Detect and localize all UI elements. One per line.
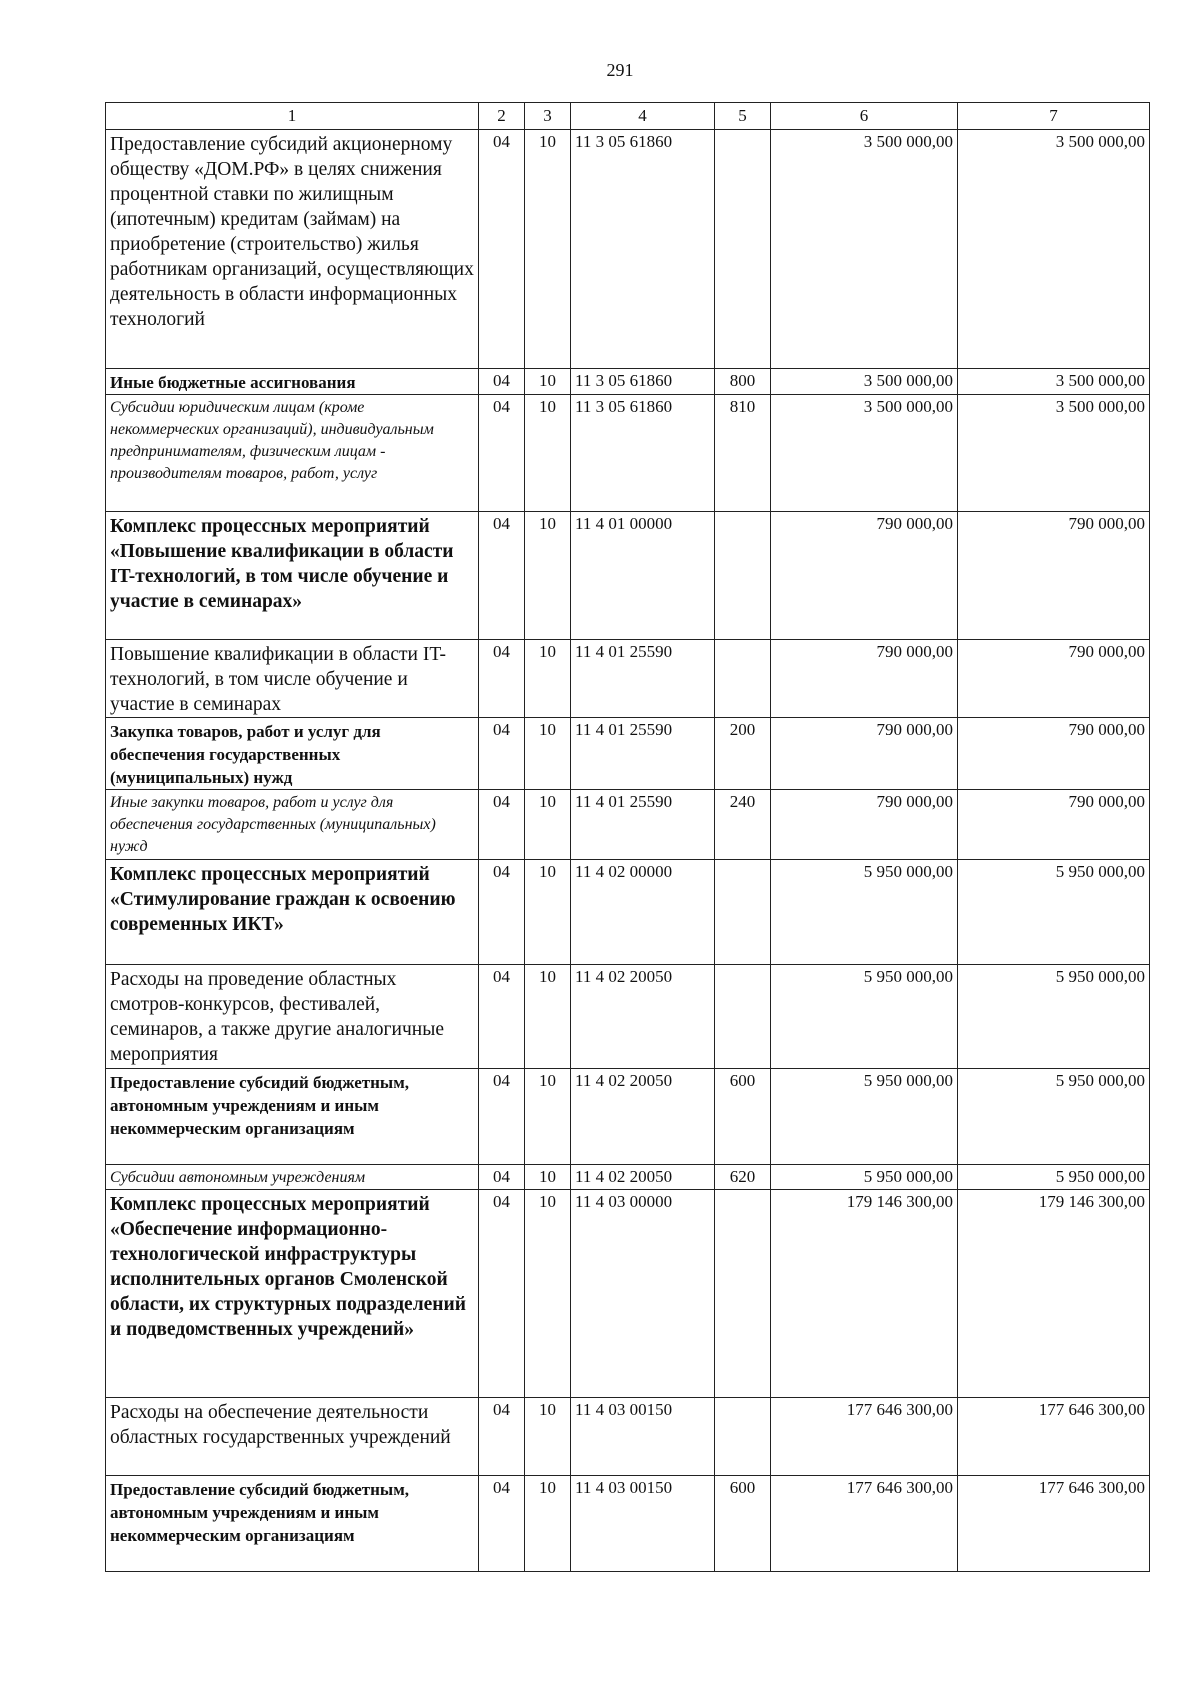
row-subsection-code: 10: [525, 1165, 571, 1190]
column-header: 1: [106, 103, 479, 130]
table-row: [106, 860, 1150, 965]
row-amount-year-1: 177 646 300,00: [771, 1476, 958, 1572]
row-name: Повышение квалификации в области IT-технологий, в том числе обучение и участие в семинарах: [106, 640, 479, 718]
table-row: [106, 1069, 1150, 1165]
row-target-article: 11 4 01 25590: [571, 640, 715, 718]
table-row: [106, 369, 1150, 395]
column-header: 7: [958, 103, 1150, 130]
row-name: Предоставление субсидий бюджетным, автономным учреждениям и иным некоммерческим организациям: [106, 1069, 479, 1165]
row-amount-year-1: 5 950 000,00: [771, 1165, 958, 1190]
row-section-code: 04: [479, 965, 525, 1069]
row-expense-type: 620: [715, 1165, 771, 1190]
column-header: 5: [715, 103, 771, 130]
row-expense-type: 200: [715, 718, 771, 790]
row-section-code: 04: [479, 395, 525, 512]
row-amount-year-1: 177 646 300,00: [771, 1398, 958, 1476]
row-amount-year-1: 179 146 300,00: [771, 1190, 958, 1398]
row-amount-year-1: 790 000,00: [771, 790, 958, 860]
row-name: Субсидии юридическим лицам (кроме некоммерческих организаций), индивидуальным предпринимателям, физическим лицам - производителям товаров, работ, услуг: [106, 395, 479, 512]
row-amount-year-1: 5 950 000,00: [771, 1069, 958, 1165]
row-amount-year-2: 790 000,00: [958, 790, 1150, 860]
row-target-article: 11 3 05 61860: [571, 130, 715, 369]
row-subsection-code: 10: [525, 1476, 571, 1572]
row-target-article: 11 4 03 00000: [571, 1190, 715, 1398]
budget-table: [105, 102, 1150, 1572]
row-subsection-code: 10: [525, 130, 571, 369]
row-subsection-code: 10: [525, 512, 571, 640]
row-section-code: 04: [479, 1398, 525, 1476]
row-amount-year-2: 3 500 000,00: [958, 395, 1150, 512]
table-row: [106, 1165, 1150, 1190]
row-amount-year-1: 5 950 000,00: [771, 965, 958, 1069]
row-name: Предоставление субсидий бюджетным, автономным учреждениям и иным некоммерческим организациям: [106, 1476, 479, 1572]
row-subsection-code: 10: [525, 1190, 571, 1398]
row-expense-type: [715, 860, 771, 965]
page-number: 291: [606, 60, 634, 80]
row-name: Субсидии автономным учреждениям: [106, 1165, 479, 1190]
row-name: Иные бюджетные ассигнования: [106, 369, 479, 395]
row-amount-year-2: 790 000,00: [958, 718, 1150, 790]
row-section-code: 04: [479, 860, 525, 965]
row-amount-year-2: 179 146 300,00: [958, 1190, 1150, 1398]
row-amount-year-2: 790 000,00: [958, 640, 1150, 718]
row-expense-type: 240: [715, 790, 771, 860]
table-row: [106, 1398, 1150, 1476]
row-subsection-code: 10: [525, 718, 571, 790]
column-header: 3: [525, 103, 571, 130]
row-section-code: 04: [479, 1476, 525, 1572]
row-target-article: 11 3 05 61860: [571, 369, 715, 395]
row-name: Предоставление субсидий акционерному обществу «ДОМ.РФ» в целях снижения процентной ставки по жилищным (ипотечным) кредитам (займам) на приобретение (строительство) жилья работникам организаций, осуществляющих деятельность в области информационных технологий: [106, 130, 479, 369]
table-header-row: [106, 103, 1150, 130]
row-subsection-code: 10: [525, 1069, 571, 1165]
row-amount-year-2: 5 950 000,00: [958, 1165, 1150, 1190]
row-name: Иные закупки товаров, работ и услуг для обеспечения государственных (муниципальных) нужд: [106, 790, 479, 860]
table-row: [106, 130, 1150, 369]
row-name: Расходы на проведение областных смотров-конкурсов, фестивалей, семинаров, а также другие аналогичные мероприятия: [106, 965, 479, 1069]
row-expense-type: [715, 965, 771, 1069]
row-target-article: 11 4 03 00150: [571, 1398, 715, 1476]
row-expense-type: [715, 130, 771, 369]
row-name: Закупка товаров, работ и услуг для обеспечения государственных (муниципальных) нужд: [106, 718, 479, 790]
row-amount-year-1: 3 500 000,00: [771, 369, 958, 395]
column-header: 2: [479, 103, 525, 130]
row-amount-year-2: 177 646 300,00: [958, 1476, 1150, 1572]
row-amount-year-2: 3 500 000,00: [958, 369, 1150, 395]
row-subsection-code: 10: [525, 965, 571, 1069]
row-section-code: 04: [479, 369, 525, 395]
row-name: Комплекс процессных мероприятий «Обеспечение информационно-технологической инфраструктуры исполнительных органов Смоленской области, их структурных подразделений и подведомственных учреждений»: [106, 1190, 479, 1398]
row-subsection-code: 10: [525, 1398, 571, 1476]
row-section-code: 04: [479, 640, 525, 718]
row-amount-year-2: 3 500 000,00: [958, 130, 1150, 369]
row-target-article: 11 4 01 25590: [571, 790, 715, 860]
row-amount-year-2: 790 000,00: [958, 512, 1150, 640]
row-section-code: 04: [479, 512, 525, 640]
column-header: 4: [571, 103, 715, 130]
row-target-article: 11 4 01 00000: [571, 512, 715, 640]
row-expense-type: 800: [715, 369, 771, 395]
table-row: [106, 640, 1150, 718]
row-target-article: 11 3 05 61860: [571, 395, 715, 512]
row-amount-year-2: 5 950 000,00: [958, 1069, 1150, 1165]
row-expense-type: [715, 1190, 771, 1398]
row-target-article: 11 4 02 00000: [571, 860, 715, 965]
row-expense-type: 810: [715, 395, 771, 512]
row-section-code: 04: [479, 130, 525, 369]
row-target-article: 11 4 03 00150: [571, 1476, 715, 1572]
table-row: [106, 965, 1150, 1069]
row-target-article: 11 4 02 20050: [571, 1069, 715, 1165]
row-amount-year-2: 177 646 300,00: [958, 1398, 1150, 1476]
row-section-code: 04: [479, 1190, 525, 1398]
row-expense-type: 600: [715, 1069, 771, 1165]
row-section-code: 04: [479, 718, 525, 790]
row-target-article: 11 4 01 25590: [571, 718, 715, 790]
row-amount-year-2: 5 950 000,00: [958, 860, 1150, 965]
row-section-code: 04: [479, 790, 525, 860]
row-amount-year-1: 3 500 000,00: [771, 395, 958, 512]
row-expense-type: 600: [715, 1476, 771, 1572]
row-expense-type: [715, 1398, 771, 1476]
row-expense-type: [715, 640, 771, 718]
table-row: [106, 395, 1150, 512]
row-subsection-code: 10: [525, 860, 571, 965]
column-header: 6: [771, 103, 958, 130]
row-amount-year-1: 790 000,00: [771, 512, 958, 640]
row-subsection-code: 10: [525, 790, 571, 860]
row-name: Комплекс процессных мероприятий «Стимулирование граждан к освоению современных ИКТ»: [106, 860, 479, 965]
row-section-code: 04: [479, 1165, 525, 1190]
row-amount-year-2: 5 950 000,00: [958, 965, 1150, 1069]
table-row: [106, 1190, 1150, 1398]
row-amount-year-1: 5 950 000,00: [771, 860, 958, 965]
row-subsection-code: 10: [525, 395, 571, 512]
row-target-article: 11 4 02 20050: [571, 965, 715, 1069]
table-row: [106, 718, 1150, 790]
row-amount-year-1: 790 000,00: [771, 640, 958, 718]
table-body: [106, 130, 1150, 1572]
row-subsection-code: 10: [525, 640, 571, 718]
row-amount-year-1: 790 000,00: [771, 718, 958, 790]
row-name: Расходы на обеспечение деятельности областных государственных учреждений: [106, 1398, 479, 1476]
row-amount-year-1: 3 500 000,00: [771, 130, 958, 369]
table-row: [106, 1476, 1150, 1572]
row-name: Комплекс процессных мероприятий «Повышение квалификации в области IT-технологий, в том числе обучение и участие в семинарах»: [106, 512, 479, 640]
row-expense-type: [715, 512, 771, 640]
row-target-article: 11 4 02 20050: [571, 1165, 715, 1190]
table-row: [106, 790, 1150, 860]
row-section-code: 04: [479, 1069, 525, 1165]
table-row: [106, 512, 1150, 640]
row-subsection-code: 10: [525, 369, 571, 395]
